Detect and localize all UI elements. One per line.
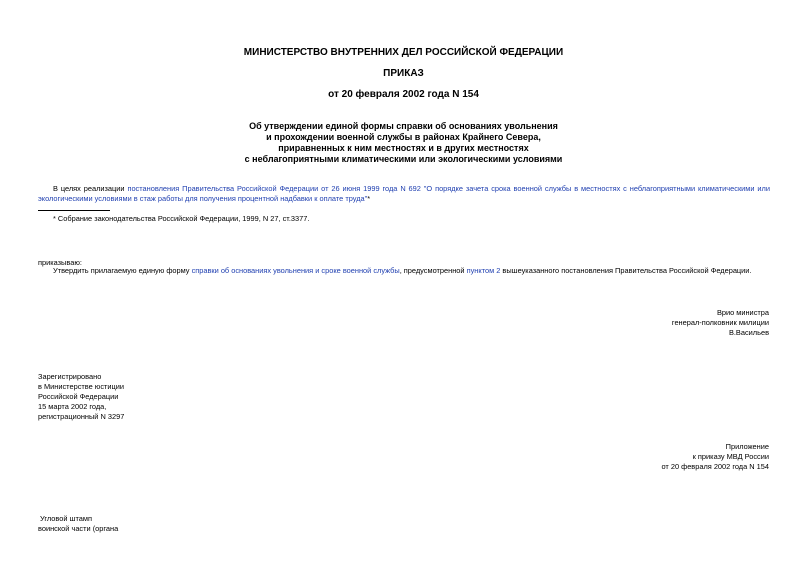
appendix-block	[560, 442, 769, 472]
preamble-paragraph	[38, 184, 770, 204]
title-line: приравненных к ним местностях и в других местностях	[278, 143, 529, 153]
order-mid: , предусмотренной	[399, 266, 467, 275]
appendix-line: к приказу МВД России	[692, 452, 769, 461]
order-word: приказываю:	[38, 258, 82, 267]
registration-line: Зарегистрировано	[38, 372, 102, 381]
registration-line: в Министерстве юстиции	[38, 382, 125, 391]
document-title	[0, 121, 807, 165]
document-date-number: от 20 февраля 2002 года N 154	[328, 89, 479, 100]
clause-2-link[interactable]: пунктом 2	[466, 266, 501, 275]
signature-block	[560, 308, 769, 338]
title-line: Об утверждении единой формы справки об основаниях увольнения	[249, 121, 558, 131]
certificate-form-link[interactable]: справки об основаниях увольнения и сроке военной службы	[191, 266, 400, 275]
stamp-line: воинской части (органа	[38, 524, 119, 533]
preamble-lead: В целях реализации	[53, 184, 128, 193]
order-lead: Утвердить прилагаемую единую форму	[53, 266, 192, 275]
registration-block	[38, 372, 124, 422]
signature-name: В.Васильев	[728, 328, 769, 337]
footnote: * Собрание законодательства Российской Федерации, 1999, N 27, ст.3377.	[53, 214, 310, 223]
registration-line: Российской Федерации	[38, 392, 119, 401]
appendix-line: от 20 февраля 2002 года N 154	[661, 462, 769, 471]
registration-line: 15 марта 2002 года,	[38, 402, 107, 411]
stamp-block	[38, 514, 118, 534]
ministry-heading: МИНИСТЕРСТВО ВНУТРЕННИХ ДЕЛ РОССИЙСКОЙ ФЕДЕРАЦИИ	[243, 47, 564, 58]
order-tail: вышеуказанного постановления Правительства Российской Федерации.	[500, 266, 752, 275]
appendix-line: Приложение	[725, 442, 769, 451]
title-line: и прохождении военной службы в районах Крайнего Севера,	[266, 132, 541, 142]
signature-rank: генерал-полковник милиции	[671, 318, 769, 327]
footnote-mark: *	[367, 194, 371, 203]
document-type: ПРИКАЗ	[383, 68, 424, 79]
registration-line: регистрационный N 3297	[38, 412, 125, 421]
stamp-line: Угловой штамп	[40, 514, 92, 523]
decree-692-link[interactable]: постановления Правительства Российской Федерации от 26 июня 1999 года N 692 "О порядке зачета срока военной службы в местностях с неблагоприятными климатическими или экологическими условиями в стаж работы для получения процентной надбавки к оплате труда"	[38, 184, 770, 203]
footnote-divider	[38, 210, 110, 211]
signature-position: Врио министра	[716, 308, 769, 317]
title-line: с неблагоприятными климатическими или экологическими условиями	[244, 154, 563, 164]
order-paragraph	[53, 266, 773, 276]
